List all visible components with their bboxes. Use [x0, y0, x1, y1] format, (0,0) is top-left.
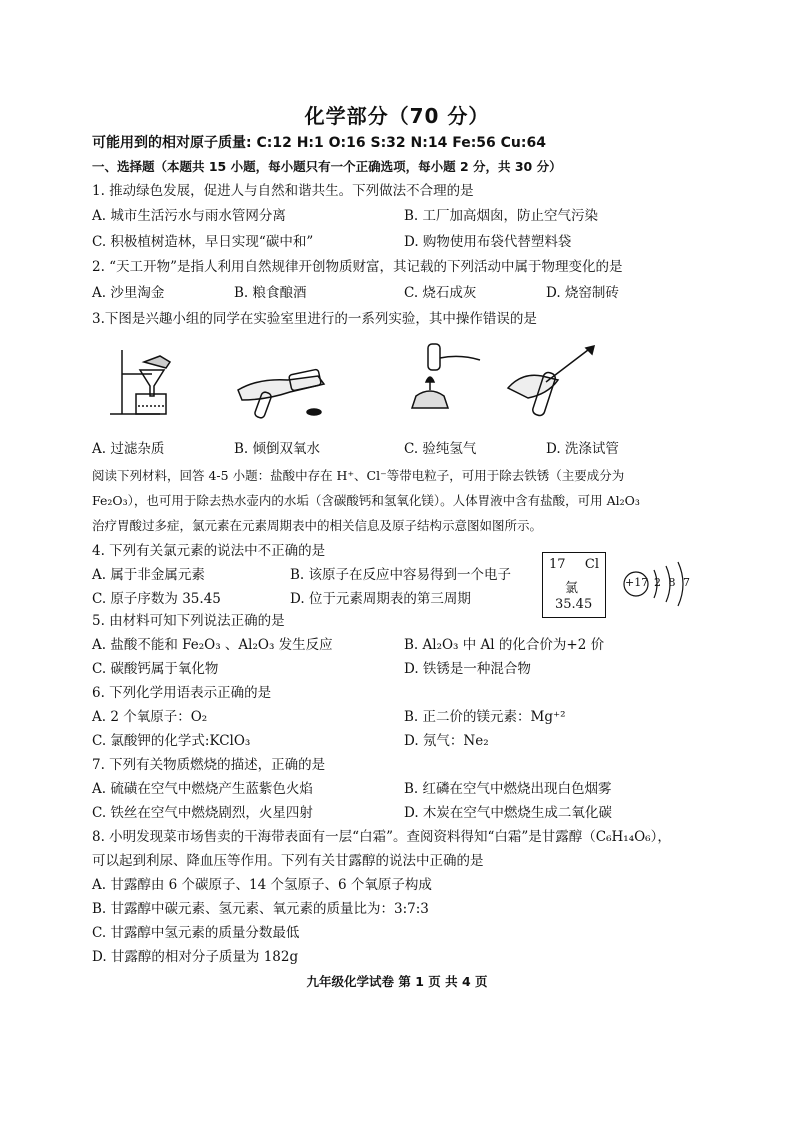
q6-option-a: A. 2 个氧原子：O₂	[92, 709, 208, 725]
q5-option-b: B. Al₂O₃ 中 Al 的化合价为+2 价	[404, 637, 605, 653]
q1-option-c: C. 积极植树造林，早日实现“碳中和”	[92, 234, 314, 250]
filtration-figure	[100, 340, 190, 420]
pouring-figure	[228, 350, 348, 420]
washing-tube-figure	[502, 342, 602, 422]
reading-line-3: 治疗胃酸过多症，氯元素在元素周期表中的相关信息及原子结构示意图如图所示。	[92, 518, 543, 533]
q4-option-d: D. 位于元素周期表的第三周期	[290, 591, 471, 607]
q3-stem: 3.下图是兴趣小组的同学在实验室里进行的一系列实验，其中操作错误的是	[92, 311, 537, 327]
q3-option-b: B. 倾倒双氧水	[234, 441, 321, 457]
q7-stem: 7. 下列有关物质燃烧的描述，正确的是	[92, 757, 326, 773]
q7-option-d: D. 木炭在空气中燃烧生成二氧化碳	[404, 805, 612, 821]
q7-option-b: B. 红磷在空气中燃烧出现白色烟雾	[404, 781, 612, 797]
q6-option-b: B. 正二价的镁元素：Mg⁺²	[404, 709, 566, 725]
q5-option-d: D. 铁锈是一种混合物	[404, 661, 531, 677]
q8-option-a: A. 甘露醇由 6 个碳原子、14 个氢原子、6 个氧原子构成	[92, 877, 432, 893]
q5-option-a: A. 盐酸不能和 Fe₂O₃ 、Al₂O₃ 发生反应	[92, 637, 333, 653]
element-number: 17	[549, 557, 566, 572]
element-card	[542, 552, 606, 618]
atomic-masses: 可能用到的相对原子质量: C:12 H:1 O:16 S:32 N:14 Fe:56 Cu:64	[92, 135, 546, 151]
q1-stem: 1. 推动绿色发展，促进人与自然和谐共生。下列做法不合理的是	[92, 183, 474, 199]
q7-option-a: A. 硫磺在空气中燃烧产生蓝紫色火焰	[92, 781, 313, 797]
hydrogen-test-figure	[398, 338, 488, 424]
q2-option-b: B. 粮食酿酒	[234, 285, 307, 301]
q4-option-b: B. 该原子在反应中容易得到一个电子	[290, 567, 512, 583]
q6-stem: 6. 下列化学用语表示正确的是	[92, 685, 272, 701]
q1-option-a: A. 城市生活污水与雨水管网分离	[92, 208, 286, 224]
q5-option-c: C. 碳酸钙属于氧化物	[92, 661, 219, 677]
reading-line-2: Fe₂O₃），也可用于除去热水壶内的水垢（含碳酸钙和氢氧化镁）。人体胃液中含有盐酸，可用 Al₂O₃	[92, 493, 640, 508]
q8-stem-line-1: 8. 小明发现菜市场售卖的干海带表面有一层“白霜”。查阅资料得知“白霜”是甘露醇（C₆H₁₄O₆），	[92, 829, 671, 845]
q5-stem: 5. 由材料可知下列说法正确的是	[92, 613, 285, 629]
q1-option-d: D. 购物使用布袋代替塑料袋	[404, 234, 572, 250]
q3-option-d: D. 洗涤试管	[546, 441, 619, 457]
atom-structure-diagram	[620, 560, 696, 608]
q8-stem-line-2: 可以起到利尿、降血压等作用。下列有关甘露醇的说法中正确的是	[92, 853, 484, 869]
q6-option-c: C. 氯酸钾的化学式:KClO₃	[92, 733, 251, 749]
element-mass: 35.45	[555, 597, 593, 612]
element-name: 氯	[565, 581, 579, 596]
q3-option-c: C. 验纯氢气	[404, 441, 477, 457]
q2-option-c: C. 烧石成灰	[404, 285, 477, 301]
nucleus-charge: +17	[625, 576, 649, 589]
element-symbol: Cl	[584, 557, 599, 572]
q2-option-d: D. 烧窑制砖	[546, 285, 619, 301]
page-footer: 九年级化学试卷 第 1 页 共 4 页	[306, 974, 488, 989]
q8-option-b: B. 甘露醇中碳元素、氢元素、氧元素的质量比为：3:7:3	[92, 901, 429, 917]
q1-option-b: B. 工厂加高烟囱，防止空气污染	[404, 208, 599, 224]
q4-option-a: A. 属于非金属元素	[92, 567, 205, 583]
q2-stem: 2. “天工开物”是指人利用自然规律开创物质财富，其记载的下列活动中属于物理变化的是	[92, 259, 623, 275]
q4-stem: 4. 下列有关氯元素的说法中不正确的是	[92, 543, 326, 559]
q8-option-c: C. 甘露醇中氢元素的质量分数最低	[92, 925, 300, 941]
q8-option-d: D. 甘露醇的相对分子质量为 182g	[92, 949, 299, 965]
section-heading: 一、选择题（本题共 15 小题，每小题只有一个正确选项，每小题 2 分，共 30 分）	[92, 159, 562, 174]
q3-option-a: A. 过滤杂质	[92, 441, 165, 457]
electron-shells: 2 8 7	[654, 576, 692, 589]
q7-option-c: C. 铁丝在空气中燃烧剧烈，火星四射	[92, 805, 313, 821]
page-title: 化学部分（70 分）	[304, 104, 490, 128]
reading-line-1: 阅读下列材料，回答 4-5 小题：盐酸中存在 H⁺、Cl⁻等带电粒子，可用于除去铁锈（主要成分为	[92, 468, 625, 483]
q4-option-c: C. 原子序数为 35.45	[92, 591, 221, 607]
q2-option-a: A. 沙里淘金	[92, 285, 165, 301]
q6-option-d: D. 氖气：Ne₂	[404, 733, 489, 749]
